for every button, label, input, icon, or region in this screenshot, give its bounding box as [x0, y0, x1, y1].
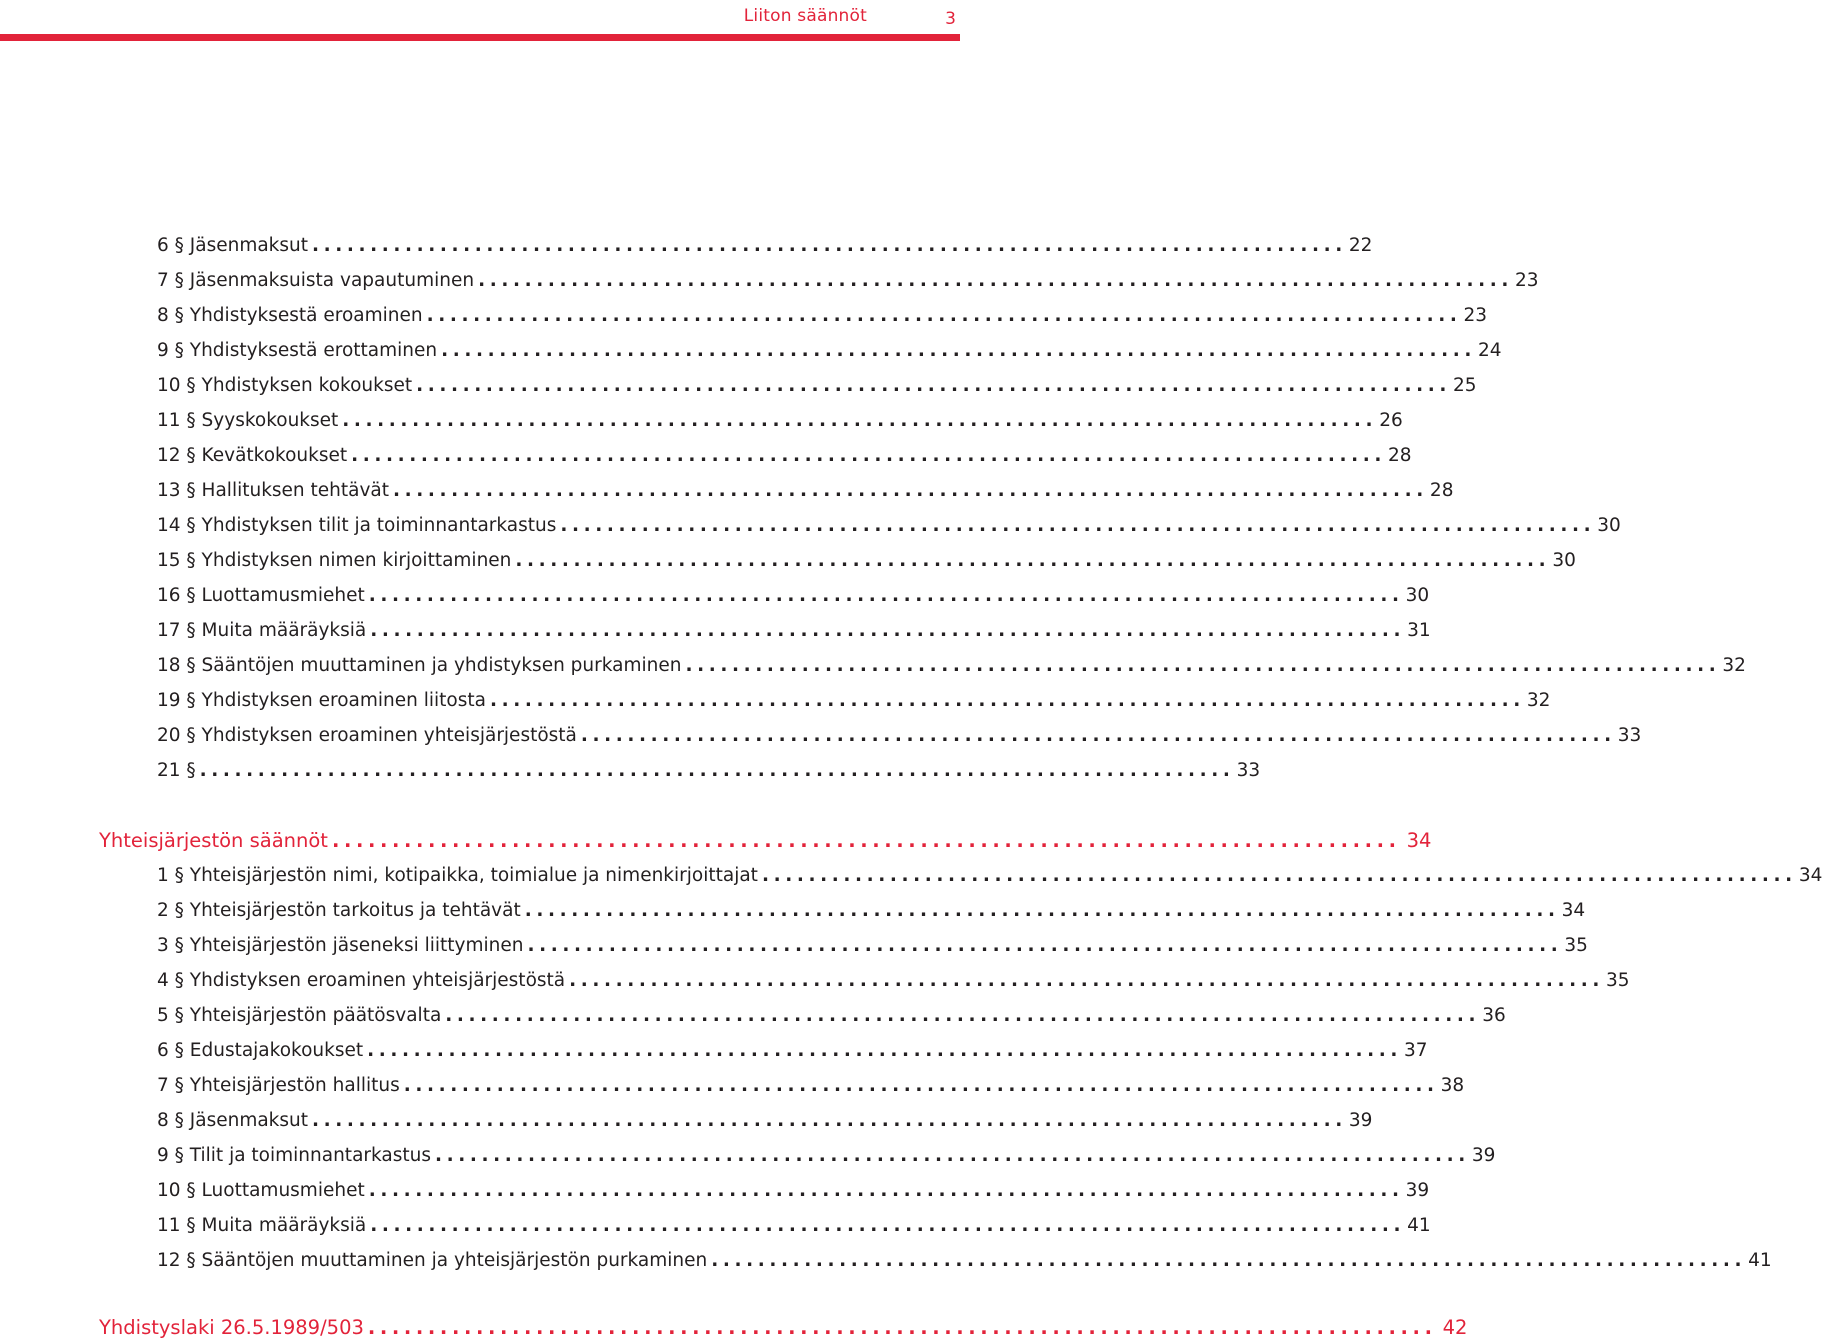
- toc-section-page: 42: [1442, 1316, 1468, 1339]
- toc-entry-page: 26: [1379, 410, 1403, 431]
- toc-entry[interactable]: [157, 546, 1576, 576]
- dot-leader: .........................................................................................: [711, 1250, 1747, 1271]
- dot-leader: .........................................................................................: [393, 480, 1428, 501]
- toc-entry[interactable]: [157, 266, 1539, 296]
- dot-leader: .........................................................................................: [560, 515, 1596, 536]
- toc-entry-page: 33: [1236, 760, 1261, 781]
- toc-entry-label: 13 § Hallituksen tehtävät: [157, 476, 393, 506]
- dot-leader: .........................................................................................: [435, 1145, 1470, 1166]
- toc-entry-label: 12 § Sääntöjen muuttaminen ja yhteisjärjestön purkaminen: [157, 1246, 711, 1276]
- toc-entry-page: 23: [1463, 305, 1488, 326]
- toc-entry-label: 14 § Yhdistyksen tilit ja toiminnantarkastus: [157, 511, 560, 541]
- dot-leader: .........................................................................................: [312, 1110, 1347, 1131]
- toc-entry-page: 32: [1526, 690, 1551, 711]
- toc-entry[interactable]: [157, 406, 1403, 436]
- dot-leader: .........................................................................................: [416, 375, 1451, 396]
- dot-leader: .........................................................................................: [368, 1180, 1404, 1201]
- toc-entry-label: 7 § Jäsenmaksuista vapautuminen: [157, 266, 478, 296]
- toc-entry[interactable]: [157, 686, 1551, 716]
- toc-entry[interactable]: [157, 1141, 1496, 1171]
- toc-entry[interactable]: [157, 966, 1630, 996]
- toc-entry-page: 37: [1404, 1040, 1428, 1061]
- toc-entry-page: 41: [1748, 1250, 1772, 1271]
- dot-leader: .........................................................................................: [331, 829, 1401, 852]
- toc-entry[interactable]: [157, 1071, 1465, 1101]
- toc-entry-label: 1 § Yhteisjärjestön nimi, kotipaikka, toimialue ja nimenkirjoittajat: [157, 861, 762, 891]
- toc-entry[interactable]: [157, 301, 1488, 331]
- dot-leader: .........................................................................................: [441, 340, 1477, 361]
- dot-leader: .........................................................................................: [515, 550, 1551, 571]
- toc-entry-label: 11 § Muita määräyksiä: [157, 1211, 370, 1241]
- dot-leader: .........................................................................................: [367, 1316, 1437, 1339]
- page-header: [0, 0, 960, 42]
- toc-entry[interactable]: [157, 721, 1642, 751]
- dot-leader: .........................................................................................: [569, 970, 1605, 991]
- toc-entry-label: 6 § Edustajakokoukset: [157, 1036, 367, 1066]
- toc-entry[interactable]: [157, 651, 1746, 681]
- toc-entry[interactable]: [157, 896, 1586, 926]
- toc-entry-page: 41: [1407, 1215, 1431, 1236]
- toc-entry-label: 10 § Luottamusmiehet: [157, 1176, 369, 1206]
- dot-leader: .........................................................................................: [580, 725, 1616, 746]
- toc-entry-page: 30: [1405, 585, 1430, 606]
- dot-leader: .........................................................................................: [403, 1075, 1439, 1096]
- toc-entry-page: 35: [1564, 935, 1588, 956]
- dot-leader: .........................................................................................: [351, 445, 1387, 466]
- toc-entry-page: 36: [1482, 1005, 1506, 1026]
- dot-leader: .........................................................................................: [368, 585, 1404, 606]
- toc-entry-page: 28: [1388, 445, 1412, 466]
- dot-leader: .........................................................................................: [445, 1005, 1481, 1026]
- toc-entry[interactable]: [157, 1176, 1430, 1206]
- dot-leader: .........................................................................................: [527, 935, 1563, 956]
- page-number: 3: [945, 9, 956, 29]
- dot-leader: .........................................................................................: [199, 760, 1235, 781]
- dot-leader: .........................................................................................: [370, 620, 1406, 641]
- toc-entry-label: 12 § Kevätkokoukset: [157, 441, 351, 471]
- header-rule: [0, 34, 960, 41]
- toc-section-label: Yhdistyslaki 26.5.1989/503: [99, 1313, 368, 1343]
- toc-entry-page: 28: [1429, 480, 1454, 501]
- toc-entry[interactable]: [157, 616, 1431, 646]
- toc-entry-label: 19 § Yhdistyksen eroaminen liitosta: [157, 686, 490, 716]
- dot-leader: .........................................................................................: [342, 410, 1378, 431]
- toc-entry[interactable]: [157, 1246, 1772, 1276]
- toc-entry-page: 32: [1722, 655, 1746, 676]
- dot-leader: .........................................................................................: [524, 900, 1560, 921]
- toc-entry-label: 9 § Tilit ja toiminnantarkastus: [157, 1141, 435, 1171]
- toc-entry-label: 7 § Yhteisjärjestön hallitus: [157, 1071, 404, 1101]
- dot-leader: .........................................................................................: [370, 1215, 1406, 1236]
- toc-entry-label: 15 § Yhdistyksen nimen kirjoittaminen: [157, 546, 515, 576]
- toc-entry[interactable]: [157, 371, 1477, 401]
- toc-entry-page: 38: [1440, 1075, 1465, 1096]
- toc-entry-page: 22: [1348, 235, 1373, 256]
- dot-leader: .........................................................................................: [685, 655, 1721, 676]
- dot-leader: .........................................................................................: [489, 690, 1525, 711]
- running-title: Liiton säännöt: [743, 6, 867, 26]
- toc-entry[interactable]: [157, 476, 1454, 506]
- toc-entry-page: 25: [1453, 375, 1477, 396]
- toc-entry-label: 3 § Yhteisjärjestön jäseneksi liittyminen: [157, 931, 528, 961]
- toc-entry[interactable]: [157, 1036, 1428, 1066]
- toc-entry-page: 30: [1552, 550, 1576, 571]
- dot-leader: .........................................................................................: [761, 865, 1797, 886]
- toc-entry-label: 8 § Jäsenmaksut: [157, 1106, 312, 1136]
- toc-entry-label: 8 § Yhdistyksestä eroaminen: [157, 301, 427, 331]
- toc-entry-label: 10 § Yhdistyksen kokoukset: [157, 371, 416, 401]
- toc-section-label: Yhteisjärjestön säännöt: [99, 826, 332, 856]
- toc-entry-label: 18 § Sääntöjen muuttaminen ja yhdistyksen purkaminen: [157, 651, 685, 681]
- toc-section-page: 34: [1406, 829, 1432, 852]
- dot-leader: .........................................................................................: [426, 305, 1462, 326]
- toc-entry-label: 2 § Yhteisjärjestön tarkoitus ja tehtävät: [157, 896, 525, 926]
- toc-entry-page: 35: [1606, 970, 1630, 991]
- toc-entry-page: 34: [1561, 900, 1586, 921]
- toc-entry-label: 21 §: [157, 756, 200, 786]
- toc-entry[interactable]: [157, 231, 1373, 261]
- toc-entry-page: 39: [1405, 1180, 1430, 1201]
- toc-section-heading[interactable]: [99, 1313, 1468, 1343]
- toc-entry-page: 30: [1597, 515, 1621, 536]
- toc-entry[interactable]: [157, 1106, 1373, 1136]
- toc-entry[interactable]: [157, 336, 1502, 366]
- toc-entry-label: 11 § Syyskokoukset: [157, 406, 342, 436]
- toc-entry-label: 6 § Jäsenmaksut: [157, 231, 312, 261]
- toc-entry-page: 39: [1471, 1145, 1496, 1166]
- toc-entry-label: 16 § Luottamusmiehet: [157, 581, 369, 611]
- toc-entry-page: 31: [1407, 620, 1431, 641]
- toc-entry[interactable]: [157, 1001, 1506, 1031]
- toc-entry[interactable]: [157, 1211, 1431, 1241]
- toc-section-heading[interactable]: [99, 826, 1432, 856]
- toc-entry-page: 23: [1514, 270, 1539, 291]
- toc-entry-label: 20 § Yhdistyksen eroaminen yhteisjärjestöstä: [157, 721, 581, 751]
- toc-entry-label: 17 § Muita määräyksiä: [157, 616, 370, 646]
- toc-entry[interactable]: [157, 511, 1621, 541]
- toc-entry[interactable]: [157, 756, 1261, 786]
- toc-entry[interactable]: [157, 581, 1430, 611]
- toc-entry-label: 5 § Yhteisjärjestön päätösvalta: [157, 1001, 445, 1031]
- toc-entry-page: 33: [1617, 725, 1642, 746]
- toc-entry[interactable]: [157, 931, 1588, 961]
- dot-leader: .........................................................................................: [312, 235, 1347, 256]
- dot-leader: .........................................................................................: [367, 1040, 1402, 1061]
- toc-entry-page: 24: [1478, 340, 1502, 361]
- toc-entry-label: 4 § Yhdistyksen eroaminen yhteisjärjestöstä: [157, 966, 569, 996]
- toc-entry-page: 39: [1348, 1110, 1373, 1131]
- toc-entry[interactable]: [157, 861, 1822, 891]
- dot-leader: .........................................................................................: [478, 270, 1513, 291]
- toc-entry-page: 34: [1798, 865, 1822, 886]
- toc-entry[interactable]: [157, 441, 1412, 471]
- toc-entry-label: 9 § Yhdistyksestä erottaminen: [157, 336, 441, 366]
